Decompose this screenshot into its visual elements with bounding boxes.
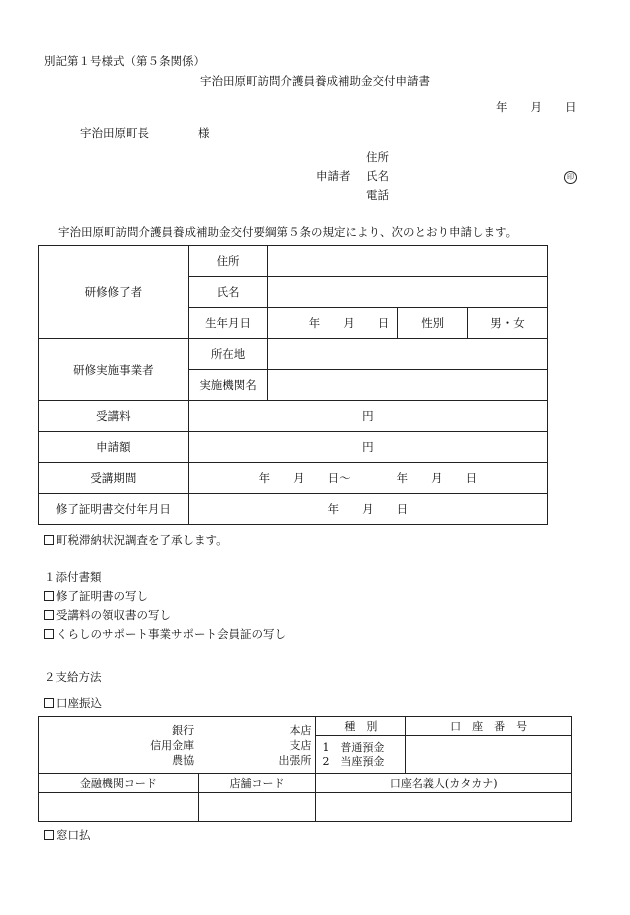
branch-code-label: 店舗コード — [198, 774, 316, 793]
account-kind-header: 種 別 — [316, 717, 406, 736]
addressee: 宇治田原町長 — [80, 126, 149, 140]
amount-field[interactable]: 円 — [188, 432, 547, 463]
account-kind-options[interactable]: 1 普通預金 2 当座預金 — [316, 736, 406, 774]
fee-field[interactable]: 円 — [188, 401, 547, 432]
page-title: 宇治田原町訪問介護員養成補助金交付申請書 — [200, 74, 430, 88]
period-field[interactable]: 年 月 日～ 年 月 日 — [188, 463, 547, 494]
applicant-name-label: 氏名 — [366, 169, 389, 183]
location-field[interactable] — [268, 339, 548, 370]
seal-mark: 印 — [564, 168, 577, 184]
period-label: 受講期間 — [39, 463, 189, 494]
date-line: 年 月 日 — [496, 100, 577, 114]
institution-field[interactable] — [268, 370, 548, 401]
cert-date-label: 修了証明書交付年月日 — [39, 494, 189, 525]
gender-label: 性別 — [398, 308, 468, 339]
fee-label: 受講料 — [39, 401, 189, 432]
amount-label: 申請額 — [39, 432, 189, 463]
payment-heading: ２支給方法 — [44, 670, 102, 684]
bank-table — [38, 716, 572, 822]
trainee-address-label: 住所 — [188, 246, 268, 277]
provider-label: 研修実施事業者 — [39, 339, 189, 401]
location-label: 所在地 — [188, 339, 268, 370]
account-number-field[interactable] — [406, 736, 572, 774]
institution-code-label: 金融機関コード — [39, 774, 199, 793]
trainee-label: 研修修了者 — [39, 246, 189, 339]
consent-text: 町税滞納状況調査を了承します。 — [56, 533, 228, 547]
branch-type-cell[interactable]: 本店 支店 出張所 — [198, 717, 316, 774]
account-holder-field[interactable] — [316, 793, 572, 822]
institution-code-field[interactable] — [39, 793, 199, 822]
attachment-item[interactable]: 受講料の領収書の写し — [44, 607, 171, 623]
account-holder-label: 口座名義人(カタカナ) — [316, 774, 572, 793]
account-number-header: 口 座 番 号 — [406, 717, 572, 736]
application-table — [38, 245, 548, 525]
cert-date-field[interactable]: 年 月 日 — [188, 494, 547, 525]
bank-type-cell[interactable]: 銀行 信用金庫 農協 — [39, 717, 199, 774]
checkbox-icon[interactable] — [44, 610, 54, 620]
checkbox-icon[interactable] — [44, 629, 54, 639]
gender-field[interactable]: 男・女 — [468, 308, 548, 339]
birthdate-label: 生年月日 — [188, 308, 268, 339]
checkbox-icon[interactable] — [44, 698, 54, 708]
attachments-heading: １添付書類 — [44, 570, 102, 584]
intro-text: 宇治田原町訪問介護員養成補助金交付要綱第５条の規定により、次のとおり申請します。 — [58, 225, 518, 239]
transfer-option[interactable]: 口座振込 — [44, 695, 102, 711]
applicant-address-label: 住所 — [366, 150, 389, 164]
checkbox-icon[interactable] — [44, 830, 54, 840]
attachment-item[interactable]: 修了証明書の写し — [44, 588, 148, 604]
checkbox-icon[interactable] — [44, 591, 54, 601]
birthdate-field[interactable]: 年 月 日 — [268, 308, 398, 339]
trainee-address-field[interactable] — [268, 246, 548, 277]
branch-code-field[interactable] — [198, 793, 316, 822]
attachment-item[interactable]: くらしのサポート事業サポート会員証の写し — [44, 626, 286, 642]
applicant-phone-label: 電話 — [366, 188, 389, 202]
consent-checkbox-row[interactable] — [44, 532, 228, 548]
addressee-honorific: 様 — [198, 126, 210, 140]
institution-label: 実施機関名 — [188, 370, 268, 401]
trainee-name-field[interactable] — [268, 277, 548, 308]
cash-option[interactable]: 窓口払 — [44, 827, 91, 843]
checkbox-icon[interactable] — [44, 535, 54, 545]
applicant-label: 申請者 — [316, 169, 351, 183]
trainee-name-label: 氏名 — [188, 277, 268, 308]
form-number: 別記第１号様式（第５条関係） — [44, 54, 205, 68]
